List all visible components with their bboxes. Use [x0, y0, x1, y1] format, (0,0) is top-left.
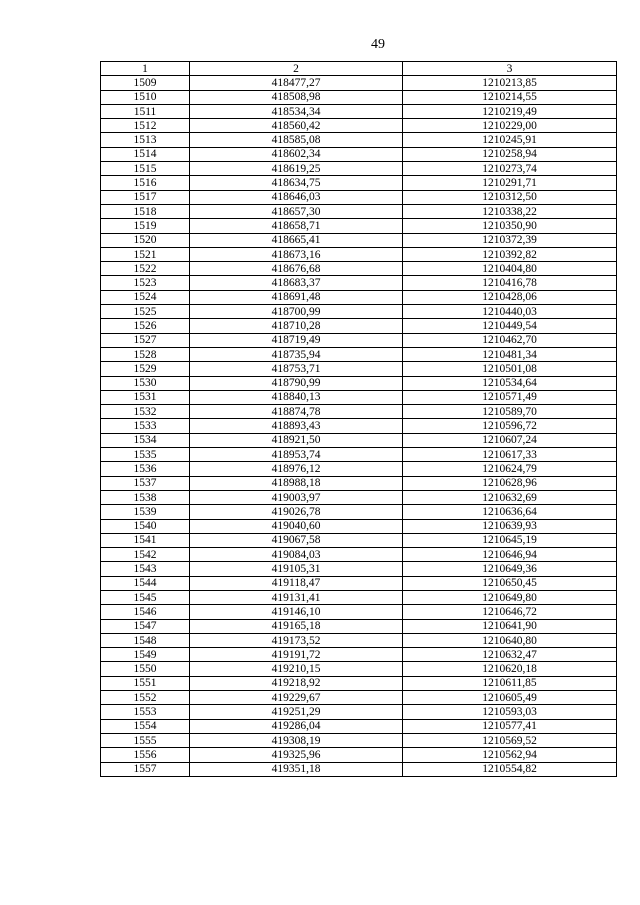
table-row	[101, 605, 617, 619]
y-coordinate-cell: 1210213,85	[403, 76, 617, 90]
x-coordinate-cell: 419165,18	[190, 619, 403, 633]
table-row	[101, 662, 617, 676]
table-row	[101, 548, 617, 562]
point-number-cell: 1542	[101, 548, 190, 562]
x-coordinate-cell: 419105,31	[190, 562, 403, 576]
header-col-1: 1	[101, 62, 190, 76]
x-coordinate-cell: 419351,18	[190, 762, 403, 776]
header-col-3: 3	[403, 62, 617, 76]
point-number-cell: 1530	[101, 376, 190, 390]
table-row	[101, 462, 617, 476]
x-coordinate-cell: 419308,19	[190, 733, 403, 747]
y-coordinate-cell: 1210617,33	[403, 448, 617, 462]
y-coordinate-cell: 1210501,08	[403, 362, 617, 376]
table-row	[101, 290, 617, 304]
table-row	[101, 362, 617, 376]
y-coordinate-cell: 1210650,45	[403, 576, 617, 590]
table-row	[101, 76, 617, 90]
y-coordinate-cell: 1210273,74	[403, 162, 617, 176]
point-number-cell: 1550	[101, 662, 190, 676]
table-row	[101, 247, 617, 261]
table-row	[101, 162, 617, 176]
y-coordinate-cell: 1210605,49	[403, 691, 617, 705]
y-coordinate-cell: 1210639,93	[403, 519, 617, 533]
x-coordinate-cell: 419251,29	[190, 705, 403, 719]
point-number-cell: 1555	[101, 733, 190, 747]
table-row	[101, 533, 617, 547]
point-number-cell: 1526	[101, 319, 190, 333]
table-row	[101, 590, 617, 604]
table-row	[101, 90, 617, 104]
x-coordinate-cell: 419026,78	[190, 505, 403, 519]
point-number-cell: 1546	[101, 605, 190, 619]
point-number-cell: 1536	[101, 462, 190, 476]
y-coordinate-cell: 1210577,41	[403, 719, 617, 733]
y-coordinate-cell: 1210312,50	[403, 190, 617, 204]
x-coordinate-cell: 418735,94	[190, 347, 403, 361]
point-number-cell: 1544	[101, 576, 190, 590]
x-coordinate-cell: 418953,74	[190, 448, 403, 462]
point-number-cell: 1556	[101, 748, 190, 762]
table-row	[101, 276, 617, 290]
table-row	[101, 319, 617, 333]
point-number-cell: 1533	[101, 419, 190, 433]
table-row	[101, 705, 617, 719]
x-coordinate-cell: 418673,16	[190, 247, 403, 261]
x-coordinate-cell: 419218,92	[190, 676, 403, 690]
point-number-cell: 1553	[101, 705, 190, 719]
y-coordinate-cell: 1210291,71	[403, 176, 617, 190]
point-number-cell: 1529	[101, 362, 190, 376]
point-number-cell: 1517	[101, 190, 190, 204]
table-row	[101, 333, 617, 347]
table-body	[101, 76, 617, 777]
table-row	[101, 305, 617, 319]
table-row	[101, 619, 617, 633]
x-coordinate-cell: 418683,37	[190, 276, 403, 290]
x-coordinate-cell: 418753,71	[190, 362, 403, 376]
y-coordinate-cell: 1210416,78	[403, 276, 617, 290]
point-number-cell: 1511	[101, 104, 190, 118]
x-coordinate-cell: 418602,34	[190, 147, 403, 161]
y-coordinate-cell: 1210481,34	[403, 347, 617, 361]
point-number-cell: 1535	[101, 448, 190, 462]
x-coordinate-cell: 418840,13	[190, 390, 403, 404]
table-row	[101, 390, 617, 404]
x-coordinate-cell: 418619,25	[190, 162, 403, 176]
x-coordinate-cell: 418700,99	[190, 305, 403, 319]
table-row	[101, 262, 617, 276]
x-coordinate-cell: 419325,96	[190, 748, 403, 762]
y-coordinate-cell: 1210636,64	[403, 505, 617, 519]
table-row	[101, 119, 617, 133]
table-row	[101, 519, 617, 533]
table-row	[101, 104, 617, 118]
x-coordinate-cell: 418874,78	[190, 405, 403, 419]
point-number-cell: 1518	[101, 204, 190, 218]
x-coordinate-cell: 419131,41	[190, 590, 403, 604]
table-row	[101, 147, 617, 161]
y-coordinate-cell: 1210372,39	[403, 233, 617, 247]
y-coordinate-cell: 1210214,55	[403, 90, 617, 104]
table-row	[101, 190, 617, 204]
x-coordinate-cell: 418657,30	[190, 204, 403, 218]
x-coordinate-cell: 418691,48	[190, 290, 403, 304]
y-coordinate-cell: 1210229,00	[403, 119, 617, 133]
x-coordinate-cell: 418665,41	[190, 233, 403, 247]
table-row	[101, 633, 617, 647]
table-row	[101, 576, 617, 590]
table-row	[101, 476, 617, 490]
coordinates-table	[100, 61, 617, 777]
table-row	[101, 176, 617, 190]
point-number-cell: 1519	[101, 219, 190, 233]
y-coordinate-cell: 1210611,85	[403, 676, 617, 690]
table-row	[101, 648, 617, 662]
table-row	[101, 490, 617, 504]
x-coordinate-cell: 418976,12	[190, 462, 403, 476]
x-coordinate-cell: 418634,75	[190, 176, 403, 190]
x-coordinate-cell: 419118,47	[190, 576, 403, 590]
point-number-cell: 1531	[101, 390, 190, 404]
page-number: 49	[371, 37, 385, 52]
point-number-cell: 1534	[101, 433, 190, 447]
y-coordinate-cell: 1210449,54	[403, 319, 617, 333]
table-row	[101, 719, 617, 733]
point-number-cell: 1551	[101, 676, 190, 690]
y-coordinate-cell: 1210258,94	[403, 147, 617, 161]
point-number-cell: 1515	[101, 162, 190, 176]
y-coordinate-cell: 1210554,82	[403, 762, 617, 776]
y-coordinate-cell: 1210593,03	[403, 705, 617, 719]
point-number-cell: 1513	[101, 133, 190, 147]
y-coordinate-cell: 1210571,49	[403, 390, 617, 404]
y-coordinate-cell: 1210245,91	[403, 133, 617, 147]
y-coordinate-cell: 1210641,90	[403, 619, 617, 633]
y-coordinate-cell: 1210632,47	[403, 648, 617, 662]
y-coordinate-cell: 1210646,94	[403, 548, 617, 562]
table-row	[101, 433, 617, 447]
table-row	[101, 133, 617, 147]
table-row	[101, 419, 617, 433]
x-coordinate-cell: 418893,43	[190, 419, 403, 433]
point-number-cell: 1514	[101, 147, 190, 161]
table-row	[101, 762, 617, 776]
x-coordinate-cell: 419229,67	[190, 691, 403, 705]
point-number-cell: 1538	[101, 490, 190, 504]
x-coordinate-cell: 419040,60	[190, 519, 403, 533]
x-coordinate-cell: 418560,42	[190, 119, 403, 133]
y-coordinate-cell: 1210649,36	[403, 562, 617, 576]
y-coordinate-cell: 1210624,79	[403, 462, 617, 476]
x-coordinate-cell: 419191,72	[190, 648, 403, 662]
x-coordinate-cell: 418790,99	[190, 376, 403, 390]
point-number-cell: 1541	[101, 533, 190, 547]
y-coordinate-cell: 1210640,80	[403, 633, 617, 647]
point-number-cell: 1521	[101, 247, 190, 261]
point-number-cell: 1543	[101, 562, 190, 576]
table-row	[101, 691, 617, 705]
y-coordinate-cell: 1210569,52	[403, 733, 617, 747]
y-coordinate-cell: 1210462,70	[403, 333, 617, 347]
point-number-cell: 1557	[101, 762, 190, 776]
x-coordinate-cell: 419067,58	[190, 533, 403, 547]
point-number-cell: 1547	[101, 619, 190, 633]
x-coordinate-cell: 419286,04	[190, 719, 403, 733]
x-coordinate-cell: 418585,08	[190, 133, 403, 147]
y-coordinate-cell: 1210562,94	[403, 748, 617, 762]
x-coordinate-cell: 418921,50	[190, 433, 403, 447]
point-number-cell: 1527	[101, 333, 190, 347]
y-coordinate-cell: 1210350,90	[403, 219, 617, 233]
y-coordinate-cell: 1210589,70	[403, 405, 617, 419]
table-row	[101, 448, 617, 462]
point-number-cell: 1523	[101, 276, 190, 290]
y-coordinate-cell: 1210628,96	[403, 476, 617, 490]
point-number-cell: 1524	[101, 290, 190, 304]
table-row	[101, 676, 617, 690]
table-row	[101, 347, 617, 361]
y-coordinate-cell: 1210607,24	[403, 433, 617, 447]
x-coordinate-cell: 419210,15	[190, 662, 403, 676]
y-coordinate-cell: 1210632,69	[403, 490, 617, 504]
point-number-cell: 1545	[101, 590, 190, 604]
y-coordinate-cell: 1210534,64	[403, 376, 617, 390]
table-row	[101, 505, 617, 519]
x-coordinate-cell: 419173,52	[190, 633, 403, 647]
table-row	[101, 562, 617, 576]
x-coordinate-cell: 418988,18	[190, 476, 403, 490]
x-coordinate-cell: 418534,34	[190, 104, 403, 118]
x-coordinate-cell: 418710,28	[190, 319, 403, 333]
x-coordinate-cell: 418646,03	[190, 190, 403, 204]
y-coordinate-cell: 1210596,72	[403, 419, 617, 433]
y-coordinate-cell: 1210649,80	[403, 590, 617, 604]
y-coordinate-cell: 1210645,19	[403, 533, 617, 547]
y-coordinate-cell: 1210392,82	[403, 247, 617, 261]
point-number-cell: 1532	[101, 405, 190, 419]
y-coordinate-cell: 1210646,72	[403, 605, 617, 619]
x-coordinate-cell: 418658,71	[190, 219, 403, 233]
y-coordinate-cell: 1210338,22	[403, 204, 617, 218]
table-row	[101, 219, 617, 233]
table-row	[101, 376, 617, 390]
point-number-cell: 1540	[101, 519, 190, 533]
point-number-cell: 1525	[101, 305, 190, 319]
header-col-2: 2	[190, 62, 403, 76]
point-number-cell: 1520	[101, 233, 190, 247]
header-row	[101, 62, 617, 76]
point-number-cell: 1548	[101, 633, 190, 647]
table-row	[101, 733, 617, 747]
point-number-cell: 1537	[101, 476, 190, 490]
table-header	[101, 62, 617, 76]
point-number-cell: 1516	[101, 176, 190, 190]
table-row	[101, 233, 617, 247]
x-coordinate-cell: 418477,27	[190, 76, 403, 90]
point-number-cell: 1522	[101, 262, 190, 276]
point-number-cell: 1528	[101, 347, 190, 361]
y-coordinate-cell: 1210404,80	[403, 262, 617, 276]
x-coordinate-cell: 419003,97	[190, 490, 403, 504]
point-number-cell: 1510	[101, 90, 190, 104]
x-coordinate-cell: 418676,68	[190, 262, 403, 276]
table-row	[101, 204, 617, 218]
x-coordinate-cell: 418719,49	[190, 333, 403, 347]
x-coordinate-cell: 418508,98	[190, 90, 403, 104]
x-coordinate-cell: 419146,10	[190, 605, 403, 619]
point-number-cell: 1509	[101, 76, 190, 90]
point-number-cell: 1512	[101, 119, 190, 133]
y-coordinate-cell: 1210219,49	[403, 104, 617, 118]
y-coordinate-cell: 1210428,06	[403, 290, 617, 304]
table-row	[101, 405, 617, 419]
point-number-cell: 1539	[101, 505, 190, 519]
x-coordinate-cell: 419084,03	[190, 548, 403, 562]
table-row	[101, 748, 617, 762]
point-number-cell: 1552	[101, 691, 190, 705]
point-number-cell: 1554	[101, 719, 190, 733]
y-coordinate-cell: 1210440,03	[403, 305, 617, 319]
y-coordinate-cell: 1210620,18	[403, 662, 617, 676]
point-number-cell: 1549	[101, 648, 190, 662]
